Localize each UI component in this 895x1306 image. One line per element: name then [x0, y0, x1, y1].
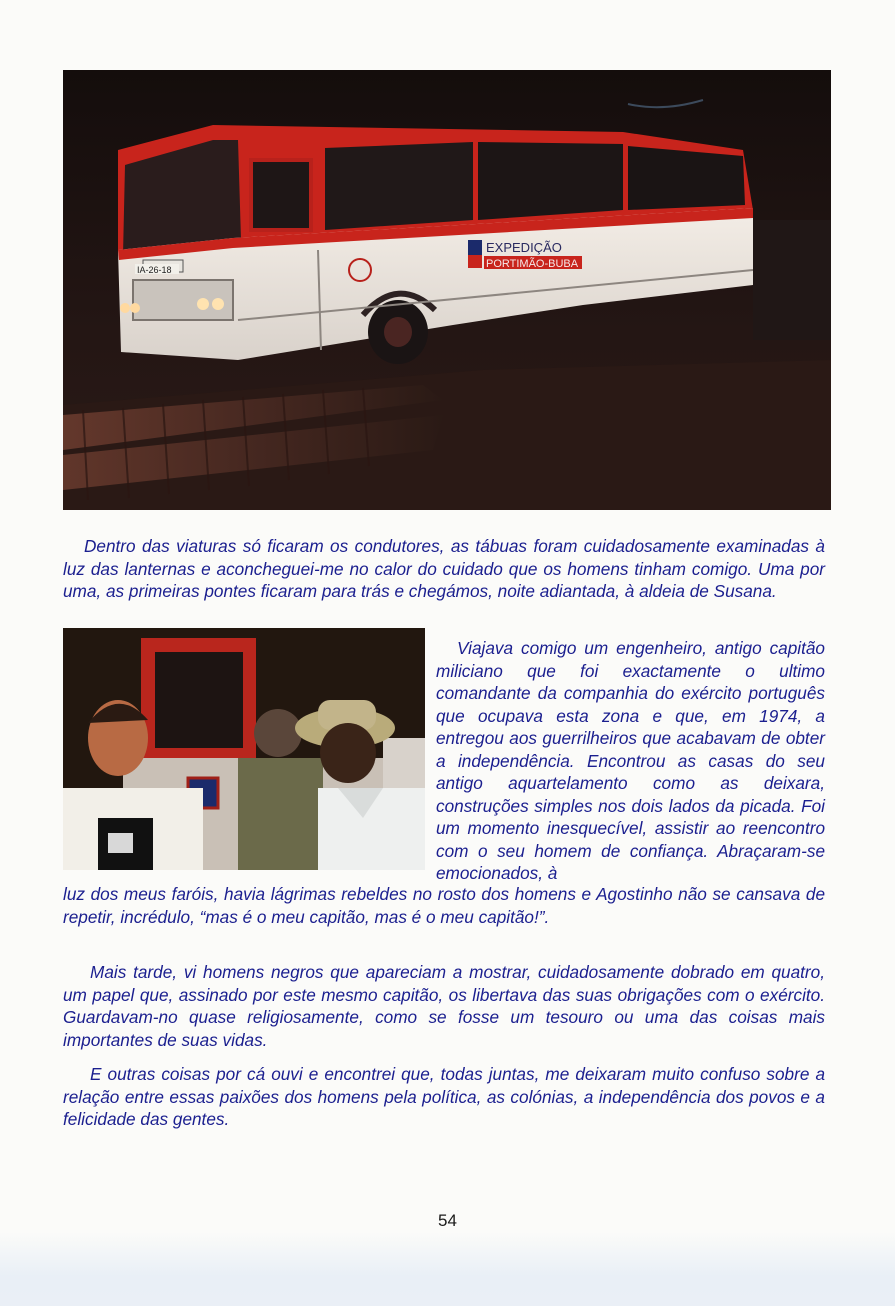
expedition-sign-line1: EXPEDIÇÃO: [486, 240, 562, 255]
paragraph-2-upper: Viajava comigo um engenheiro, antigo capitão miliciano que foi exactamente o ultimo comandante da companhia do exército português que ocupava esta zona e que, em 1974, a entregou aos guerrilheiros que acabavam de obter a independência. Encontrou as casas do seu antigo aquartelamento como as deixara, construções simples nos dois lados da picada. Foi um momento inesquecível, assistir ao reencontro com o seu homem de confiança. Abraçaram-se emocionados, à: [436, 638, 825, 884]
paragraph-4: E outras coisas por cá ouvi e encontrei que, todas juntas, me deixaram muito confuso sobre a relação entre essas paixões dos homens pela política, as colónias, a independência dos povos e a felicidade das gentes.: [63, 1064, 825, 1130]
bus-photo: [63, 70, 831, 510]
license-plate: IA-26-18: [137, 265, 172, 275]
page-number: 54: [438, 1211, 457, 1230]
scan-bottom-edge: [0, 1232, 895, 1306]
expedition-sign-line2: PORTIMÃO-BUBA: [486, 258, 579, 270]
paragraph-1: Dentro das viaturas só ficaram os condutores, as tábuas foram cuidadosamente examinadas à luz das lanternas e aconcheguei-me no calor do cuidado que os homens tinham comigo. Uma por uma, as primeiras pontes ficaram para trás e chegámos, noite adiantada, à aldeia de Susana.: [63, 536, 825, 602]
paragraph-3: Mais tarde, vi homens negros que apareciam a mostrar, cuidadosamente dobrado em quatro, um papel que, assinado por este mesmo capitão, os libertava das suas obrigações com o exército. Guardavam-no quase religiosamente, como se fosse um tesouro ou uma das coisas mais importantes de suas vidas.: [63, 962, 825, 1050]
paragraph-2-lower: luz dos meus faróis, havia lágrimas rebeldes no rosto dos homens e Agostinho não se cansava de repetir, incrédulo, “mas é o meu capitão, mas é o meu capitão!”.: [63, 884, 825, 927]
reunion-photo: [63, 628, 425, 870]
